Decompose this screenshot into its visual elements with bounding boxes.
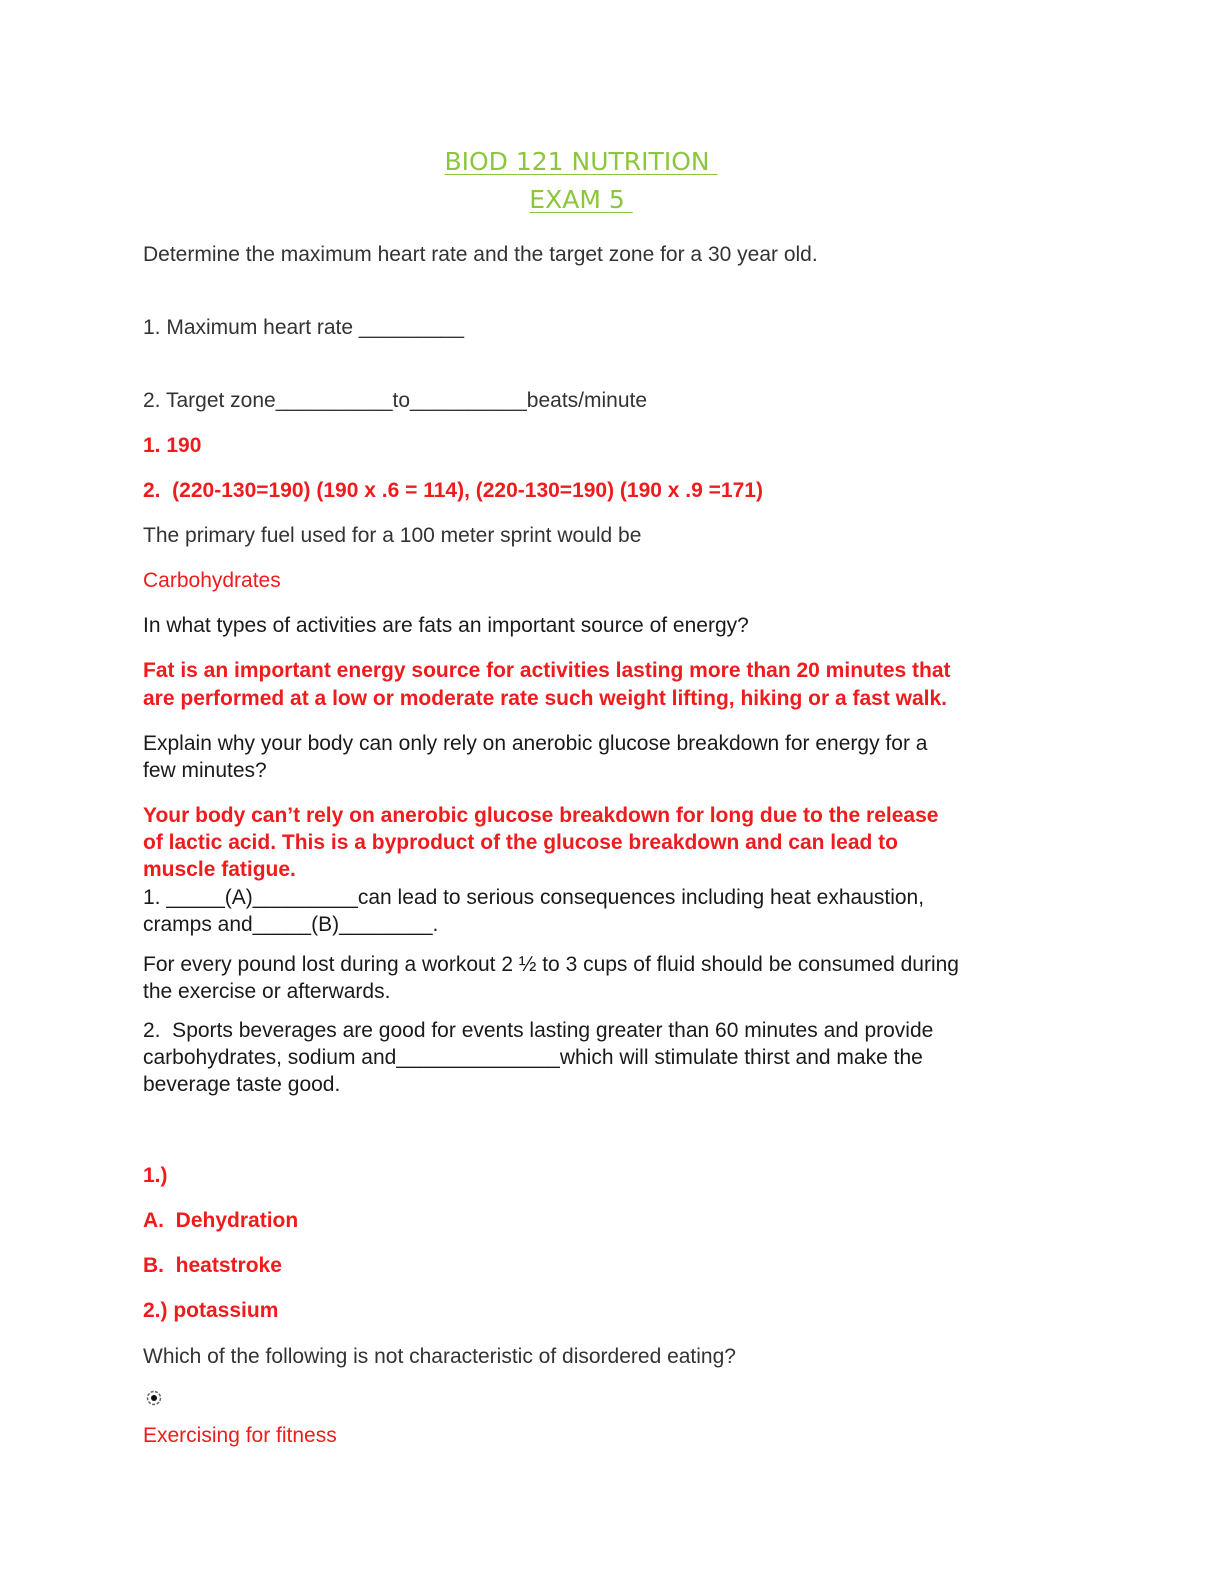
question-fluid-item-2-line-1: 2. Sports beverages are good for events lasting greater than 60 minutes and provide [143,1019,934,1042]
answer-fluid-2: 2.) potassium [143,1299,279,1322]
question-fluid-item-1-line-1: 1. _____(A)_________can lead to serious consequences including heat exhaustion, [143,886,925,909]
question-item-target-zone: 2. Target zone__________to__________beats/minute [143,389,648,412]
answer-disordered-eating: Exercising for fitness [143,1424,337,1447]
question-anerobic-prompt-line-2: few minutes? [143,759,267,782]
answer-target-zone: 2. (220-130=190) (190 x .6 = 114), (220-130=190) (190 x .9 =171) [143,479,763,502]
answer-sprint-fuel: Carbohydrates [143,569,281,592]
question-anerobic-prompt-line-1: Explain why your body can only rely on anerobic glucose breakdown for energy for a [143,732,928,755]
answer-fat-energy-line-2: are performed at a low or moderate rate such weight lifting, hiking or a fast walk. [143,687,948,710]
answer-anerobic-line-3: muscle fatigue. [143,858,296,881]
question-fluid-item-2-line-2: carbohydrates, sodium and______________which will stimulate thirst and make the [143,1046,923,1069]
answer-anerobic-line-1: Your body can’t rely on anerobic glucose breakdown for long due to the release [143,804,939,827]
document-title: BIOD 121 NUTRITION [444,147,718,176]
question-item-max-heart-rate: 1. Maximum heart rate _________ [143,316,465,339]
question-disordered-eating-prompt: Which of the following is not characteristic of disordered eating? [143,1345,736,1368]
radio-selected-icon [145,1389,163,1407]
question-fluid-item-2-line-3: beverage taste good. [143,1073,341,1096]
question-heart-rate-prompt: Determine the maximum heart rate and the target zone for a 30 year old. [143,243,818,266]
fluid-note-line-1: For every pound lost during a workout 2 ½ to 3 cups of fluid should be consumed during [143,953,959,976]
answer-fluid-b: B. heatstroke [143,1254,282,1277]
answer-fat-energy-line-1: Fat is an important energy source for activities lasting more than 20 minutes that [143,659,951,682]
answer-fluid-a: A. Dehydration [143,1209,299,1232]
question-fluid-item-1-line-2: cramps and_____(B)________. [143,913,439,936]
answer-anerobic-line-2: of lactic acid. This is a byproduct of the glucose breakdown and can lead to [143,831,898,854]
answer-fluid-heading: 1.) [143,1164,168,1187]
question-fat-energy-prompt: In what types of activities are fats an important source of energy? [143,614,749,637]
question-sprint-fuel-prompt: The primary fuel used for a 100 meter sprint would be [143,524,642,547]
document-subtitle: EXAM 5 [529,185,633,214]
answer-max-heart-rate: 1. 190 [143,434,202,457]
fluid-note-line-2: the exercise or afterwards. [143,980,391,1003]
